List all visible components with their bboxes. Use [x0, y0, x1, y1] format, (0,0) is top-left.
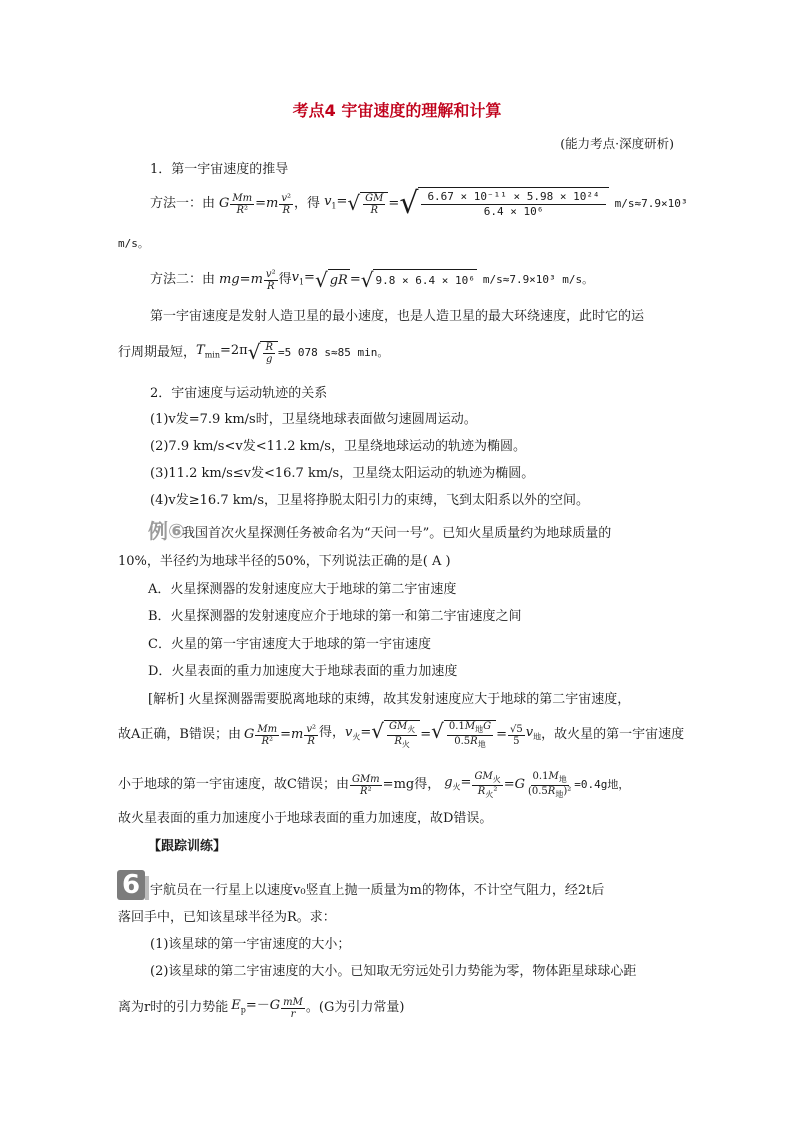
- method-2-line: 方法二：由 mg=m $\frac{\text{v²}}{R}$ 得 $v_1=$ √ gR = √ 9.8 × 6.4 × 10⁶ m/s≈7.9×10³ m/s。: [150, 268, 594, 292]
- analysis-line-3: 小于地球的第一宇宙速度，故C错误；由 $\frac{\text{GMm}}{\text{R²}}$ =mg得， $g_火=$ $\frac{GM_火}{R_火^2}$ =G $\frac{0.1M_地}{(0.5R_地)^2}$ =0.4g地，: [118, 770, 630, 799]
- analysis-line-2-tail: ，故火星的第一宇宙速度: [541, 727, 685, 742]
- paragraph-1-line-2: 行周期最短， $T_{min}=2\pi$ √ $\frac{R}{g}$ =5 078 s≈85 min。: [118, 340, 389, 365]
- question-line-2: 落回手中，已知该星球半径为R。求：: [118, 910, 336, 925]
- question-item-2: (2)该星球的第二宇宙速度的大小。已知取无穷远处引力势能为零，物体距星球球心距: [150, 964, 637, 979]
- option-d: D．火星表面的重力加速度大于地球表面的重力加速度: [148, 664, 458, 679]
- option-a: A．火星探测器的发射速度应大于地球的第二宇宙速度: [148, 582, 457, 597]
- example-label: 例⑥: [148, 519, 185, 543]
- example-line-2: 10%，半径约为地球半径的50%，下列说法正确的是( A ): [118, 554, 451, 569]
- paragraph-1-lead: 行周期最短，: [118, 345, 197, 360]
- section-tag: (能力考点·深度研析): [560, 136, 674, 151]
- page-title: 考点4 宇宙速度的理解和计算: [292, 101, 502, 120]
- option-c: C．火星的第一宇宙速度大于地球的第一宇宙速度: [148, 637, 431, 652]
- method-1-mid: ，得: [294, 196, 321, 211]
- question-line-3-tail: 。(G为引力常量): [305, 1000, 405, 1015]
- list-item: (3)11.2 km/s≤v发<16.7 km/s，卫星绕太阳运动的轨迹为椭圆。: [150, 466, 535, 481]
- paragraph-1-period: =5 078 s≈85 min。: [277, 346, 389, 359]
- analysis-line-3-lead: 小于地球的第一宇宙速度，故C错误；由: [118, 777, 349, 792]
- analysis-line-4: 故火星表面的重力加速度小于地球表面的重力加速度，故D错误。: [118, 811, 493, 826]
- analysis-line-3-mid: =mg得，: [382, 777, 441, 792]
- question-line-1: 宇航员在一行星上以速度v₀竖直上抛一质量为m的物体，不计空气阻力，经2t后: [150, 883, 605, 898]
- option-b: B．火星探测器的发射速度应介于地球的第一和第二宇宙速度之间: [148, 609, 522, 624]
- method-2-mid: 得: [278, 272, 292, 287]
- question-line-3: 离为r时的引力势能 $E_p=-G$ $\frac{mM}{r}$ 。(G为引力常量): [118, 996, 405, 1020]
- method-1-line: 方法一：由 G $\frac{Mm}{\text{R²}}$ =m $\frac{\text{v²}}{R}$ ，得 $v_1=$ √ $\frac{GM}{R}$ = √ $\frac{\text{6.67 × 10⁻¹¹ × 5.98 × 10²⁴}}{\text{6.4 × 10⁶}}$ m/s≈7.9×10³: [150, 186, 688, 221]
- method-2-prefix: 方法二：由: [150, 272, 216, 287]
- list-item: (4)v发≥16.7 km/s，卫星将挣脱太阳引力的束缚，飞到太阳系以外的空间。: [150, 493, 589, 508]
- method-1-denominator: 6.4 × 10⁶: [483, 205, 544, 218]
- tracking-heading: 【跟踪训练】: [148, 839, 227, 854]
- analysis-line-1: [解析] 火星探测器需要脱离地球的束缚，故其发射速度应大于地球的第二宇宙速度，: [148, 692, 631, 707]
- list-item: (1)v发=7.9 km/s时，卫星绕地球表面做匀速圆周运动。: [150, 412, 477, 427]
- question-line-3-lead: 离为r时的引力势能: [118, 1000, 229, 1015]
- section-2-heading: 2．宇宙速度与运动轨迹的关系: [150, 386, 328, 401]
- analysis-line-2: 故A正确，B错误；由 G $\frac{Mm}{\text{R²}}$ =m $\frac{\text{v²}}{R}$ 得，$v_火=$ √ $\frac{GM_火}{R_火}$ = √ $\frac{0.1M_地G}{0.5R_地}$ = $\frac{√5}{5}$ $v_地$ ，故火星的第一宇宙速度: [118, 719, 685, 749]
- method-1-numerator: 6.67 × 10⁻¹¹ × 5.98 × 10²⁴: [421, 190, 605, 205]
- analysis-line-2-lead: 故A正确，B错误；由: [118, 727, 241, 742]
- section-1-heading: 1．第一宇宙速度的推导: [150, 162, 289, 177]
- question-item-1: (1)该星球的第一宇宙速度的大小；: [150, 937, 351, 952]
- method-2-result: m/s≈7.9×10³ m/s。: [482, 273, 594, 286]
- paragraph-1-line-1: 第一宇宙速度是发射人造卫星的最小速度，也是人造卫星的最大环绕速度，此时它的运: [150, 309, 645, 324]
- method-1-prefix: 方法一：由: [150, 196, 216, 211]
- problem-number-badge: 6: [117, 870, 145, 900]
- method-1-unit: m/s。: [118, 237, 149, 250]
- example-line-1: 我国首次火星探测任务被命名为“天问一号”。已知火星质量约为地球质量的: [182, 526, 612, 541]
- list-item: (2)7.9 km/s<v发<11.2 km/s，卫星绕地球运动的轨迹为椭圆。: [150, 439, 526, 454]
- method-1-result: m/s≈7.9×10³: [614, 197, 688, 210]
- analysis-line-3-result: =0.4g地，: [574, 778, 630, 791]
- method-2-radicand: 9.8 × 6.4 × 10⁶: [373, 269, 476, 291]
